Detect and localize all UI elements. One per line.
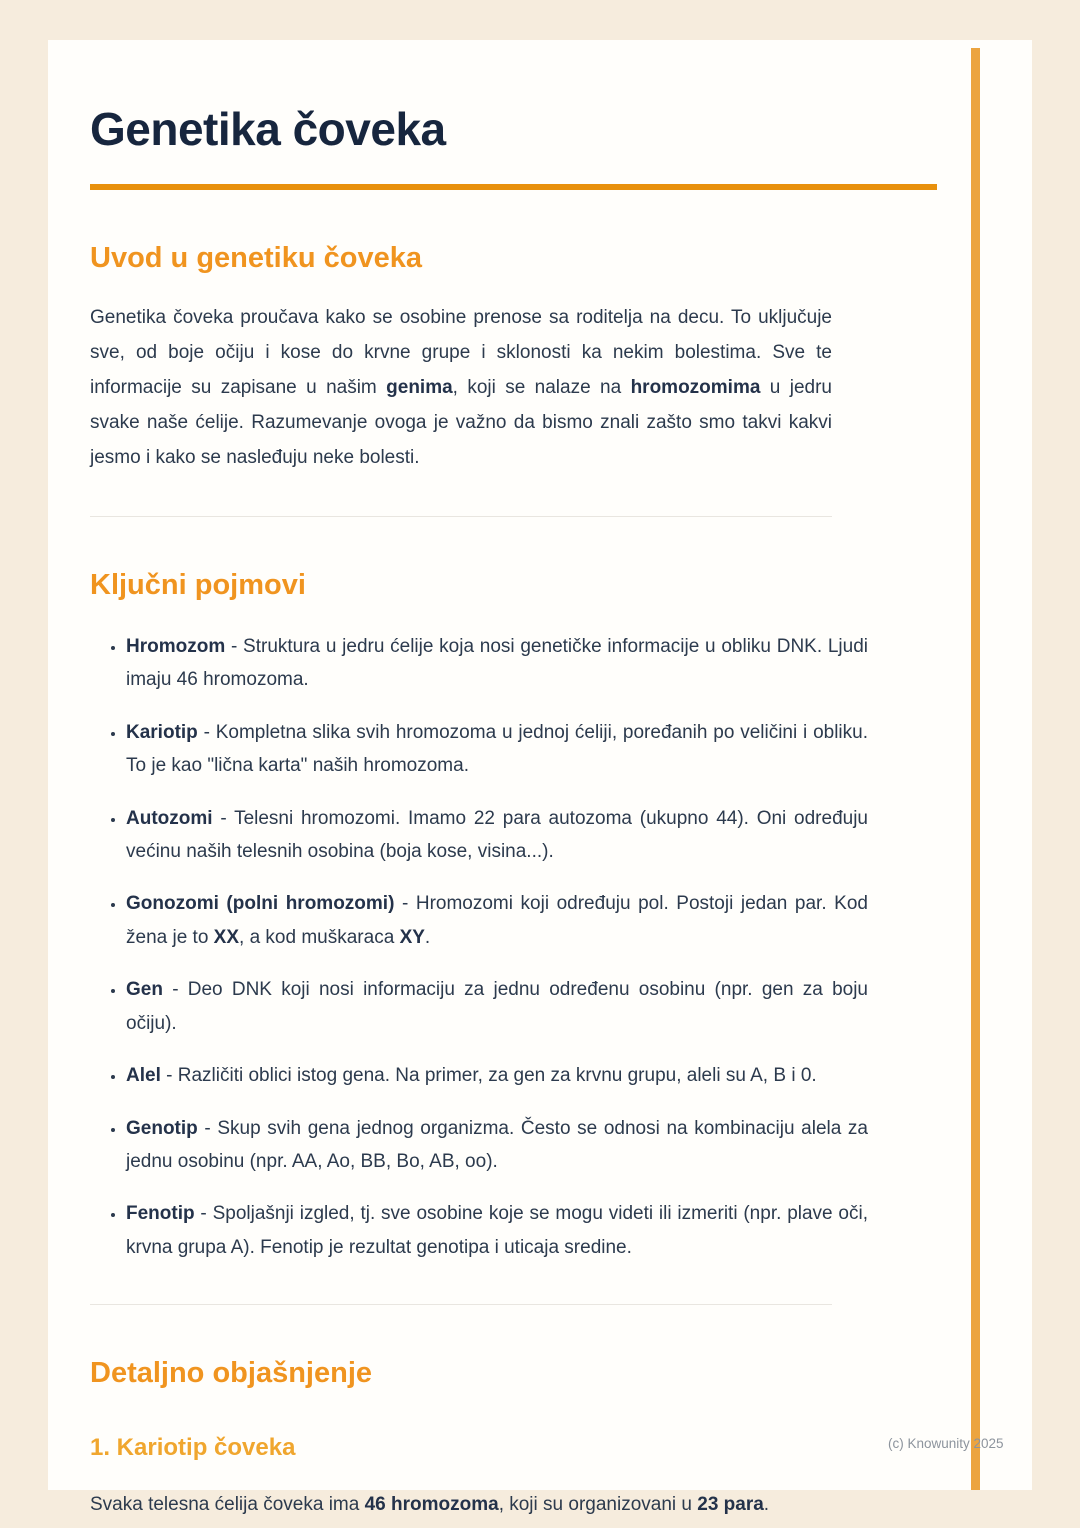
key-terms-list xyxy=(90,630,868,1265)
list-item: • Gen - Deo DNK koji nosi informaciju za jednu određenu osobinu (npr. gen za boju očiju). xyxy=(126,973,868,1040)
list-item: • Autozomi - Telesni hromozomi. Imamo 22 para autozoma (ukupno 44). Oni određuju većinu naših telesnih osobina (boja kose, visina...). xyxy=(126,802,868,869)
details-paragraph: Svaka telesna ćelija čoveka ima 46 hromozoma, koji su organizovani u 23 para. xyxy=(90,1494,770,1516)
title-underline xyxy=(90,184,937,190)
list-item: • Fenotip - Spoljašnji izgled, tj. sve osobine koje se mogu videti ili izmeriti (npr. plave oči, krvna grupa A). Fenotip je rezultat genotipa i uticaja sredine. xyxy=(126,1197,868,1264)
intro-paragraph: Genetika čoveka proučava kako se osobine prenose sa roditelja na decu. To uključuje sve, od boje očiju i kose do krvne grupe i sklonosti ka nekim bolestima. Sve te informacije su zapisane u našim genima, koji se nalaze na hromozomima u jedru svake naše ćelije. Razumevanje ovoga je važno da bismo znali zašto smo takvi kakvi jesmo i kako se nasleđuju neke bolesti. xyxy=(90,307,832,468)
accent-side-bar xyxy=(971,48,980,1490)
content-card xyxy=(48,40,1032,1516)
subsection-heading-kariotip: 1. Kariotip čoveka xyxy=(90,1434,296,1462)
page-content xyxy=(48,40,937,1523)
section-heading-details: Detaljno objašnjenje xyxy=(90,1357,372,1390)
list-item: • Hromozom - Struktura u jedru ćelije koja nosi genetičke informacije u obliku DNK. Ljudi imaju 46 hromozoma. xyxy=(126,630,868,697)
list-item: • Alel - Različiti oblici istog gena. Na primer, za gen za krvnu grupu, aleli su A, B i 0. xyxy=(126,1059,868,1092)
list-item: • Gonozomi (polni hromozomi) - Hromozomi koji određuju pol. Postoji jedan par. Kod žena je to XX, a kod muškaraca XY. xyxy=(126,887,868,954)
section-heading-intro: Uvod u genetiku čoveka xyxy=(90,242,422,274)
section-divider xyxy=(90,1304,832,1305)
list-item: • Kariotip - Kompletna slika svih hromozoma u jednoj ćeliji, poređanih po veličini i obliku. To je kao "lična karta" naših hromozoma. xyxy=(126,716,868,783)
page-title: Genetika čoveka xyxy=(90,103,446,155)
section-divider xyxy=(90,516,832,517)
section-heading-key-terms: Ključni pojmovi xyxy=(90,568,306,601)
footer-credit: (c) Knowunity 2025 xyxy=(888,1436,1004,1451)
list-item: • Genotip - Skup svih gena jednog organizma. Često se odnosi na kombinaciju alela za jednu osobinu (npr. AA, Ao, BB, Bo, AB, oo). xyxy=(126,1112,868,1179)
